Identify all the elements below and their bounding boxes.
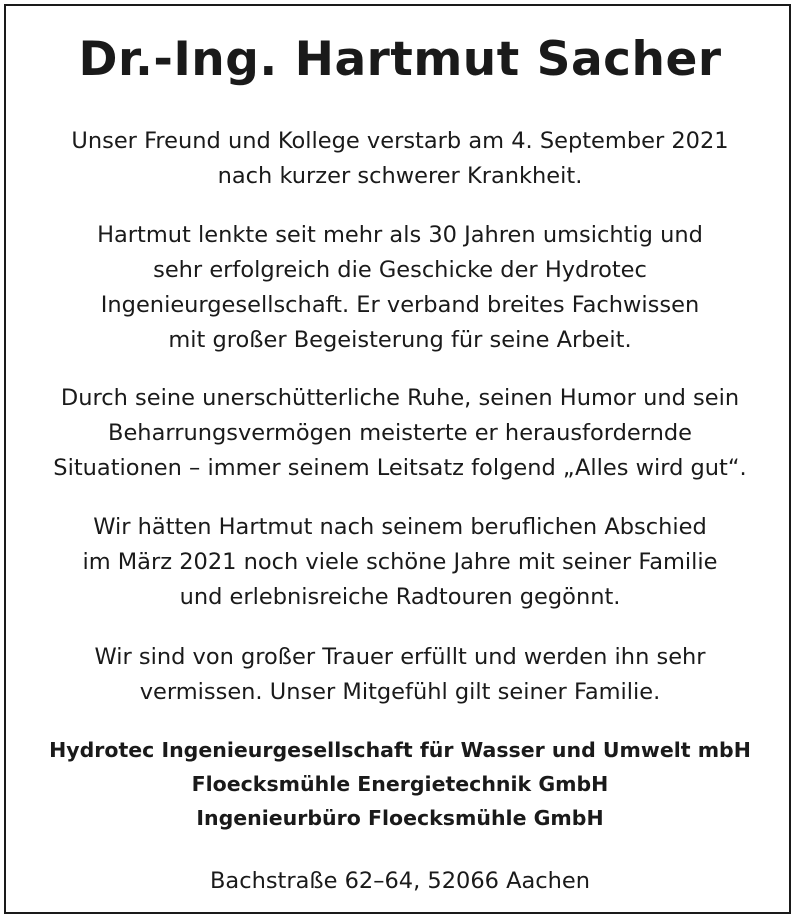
notice-paragraph-condolence: Wir sind von großer Trauer erfüllt und werden ihn sehr vermissen. Unser Mitgefühl gilt seiner Familie. bbox=[94, 644, 706, 705]
organization-name: Floecksmühle Energietechnik GmbH bbox=[191, 772, 609, 796]
organization-name: Ingenieurbüro Floecksmühle GmbH bbox=[196, 806, 604, 830]
organization-name: Hydrotec Ingenieurgesellschaft für Wasser und Umwelt mbH bbox=[49, 738, 751, 762]
organization-list bbox=[0, 733, 800, 835]
address: Bachstraße 62–64, 52066 Aachen bbox=[209, 868, 591, 894]
notice-paragraph-announcement: Unser Freund und Kollege verstarb am 4. September 2021 nach kurzer schwerer Krankheit. bbox=[71, 128, 729, 189]
notice-paragraph-farewell: Wir hätten Hartmut nach seinem beruflichen Abschied im März 2021 noch viele schöne Jahre mit seiner Familie und erlebnisreiche Radtouren gegönnt. bbox=[82, 514, 718, 610]
notice-title: Dr.-Ing. Hartmut Sacher bbox=[78, 32, 722, 87]
notice-paragraph-character: Durch seine unerschütterliche Ruhe, seinen Humor und sein Beharrungsvermögen meisterte er herausfordernde Situationen – immer seinem Leitsatz folgend „Alles wird gut“. bbox=[53, 385, 747, 481]
notice-paragraph-career: Hartmut lenkte seit mehr als 30 Jahren umsichtig und sehr erfolgreich die Geschicke der Hydrotec Ingenieurgesellschaft. Er verband breites Fachwissen mit großer Begeisterung für seine Arbeit. bbox=[97, 222, 703, 353]
